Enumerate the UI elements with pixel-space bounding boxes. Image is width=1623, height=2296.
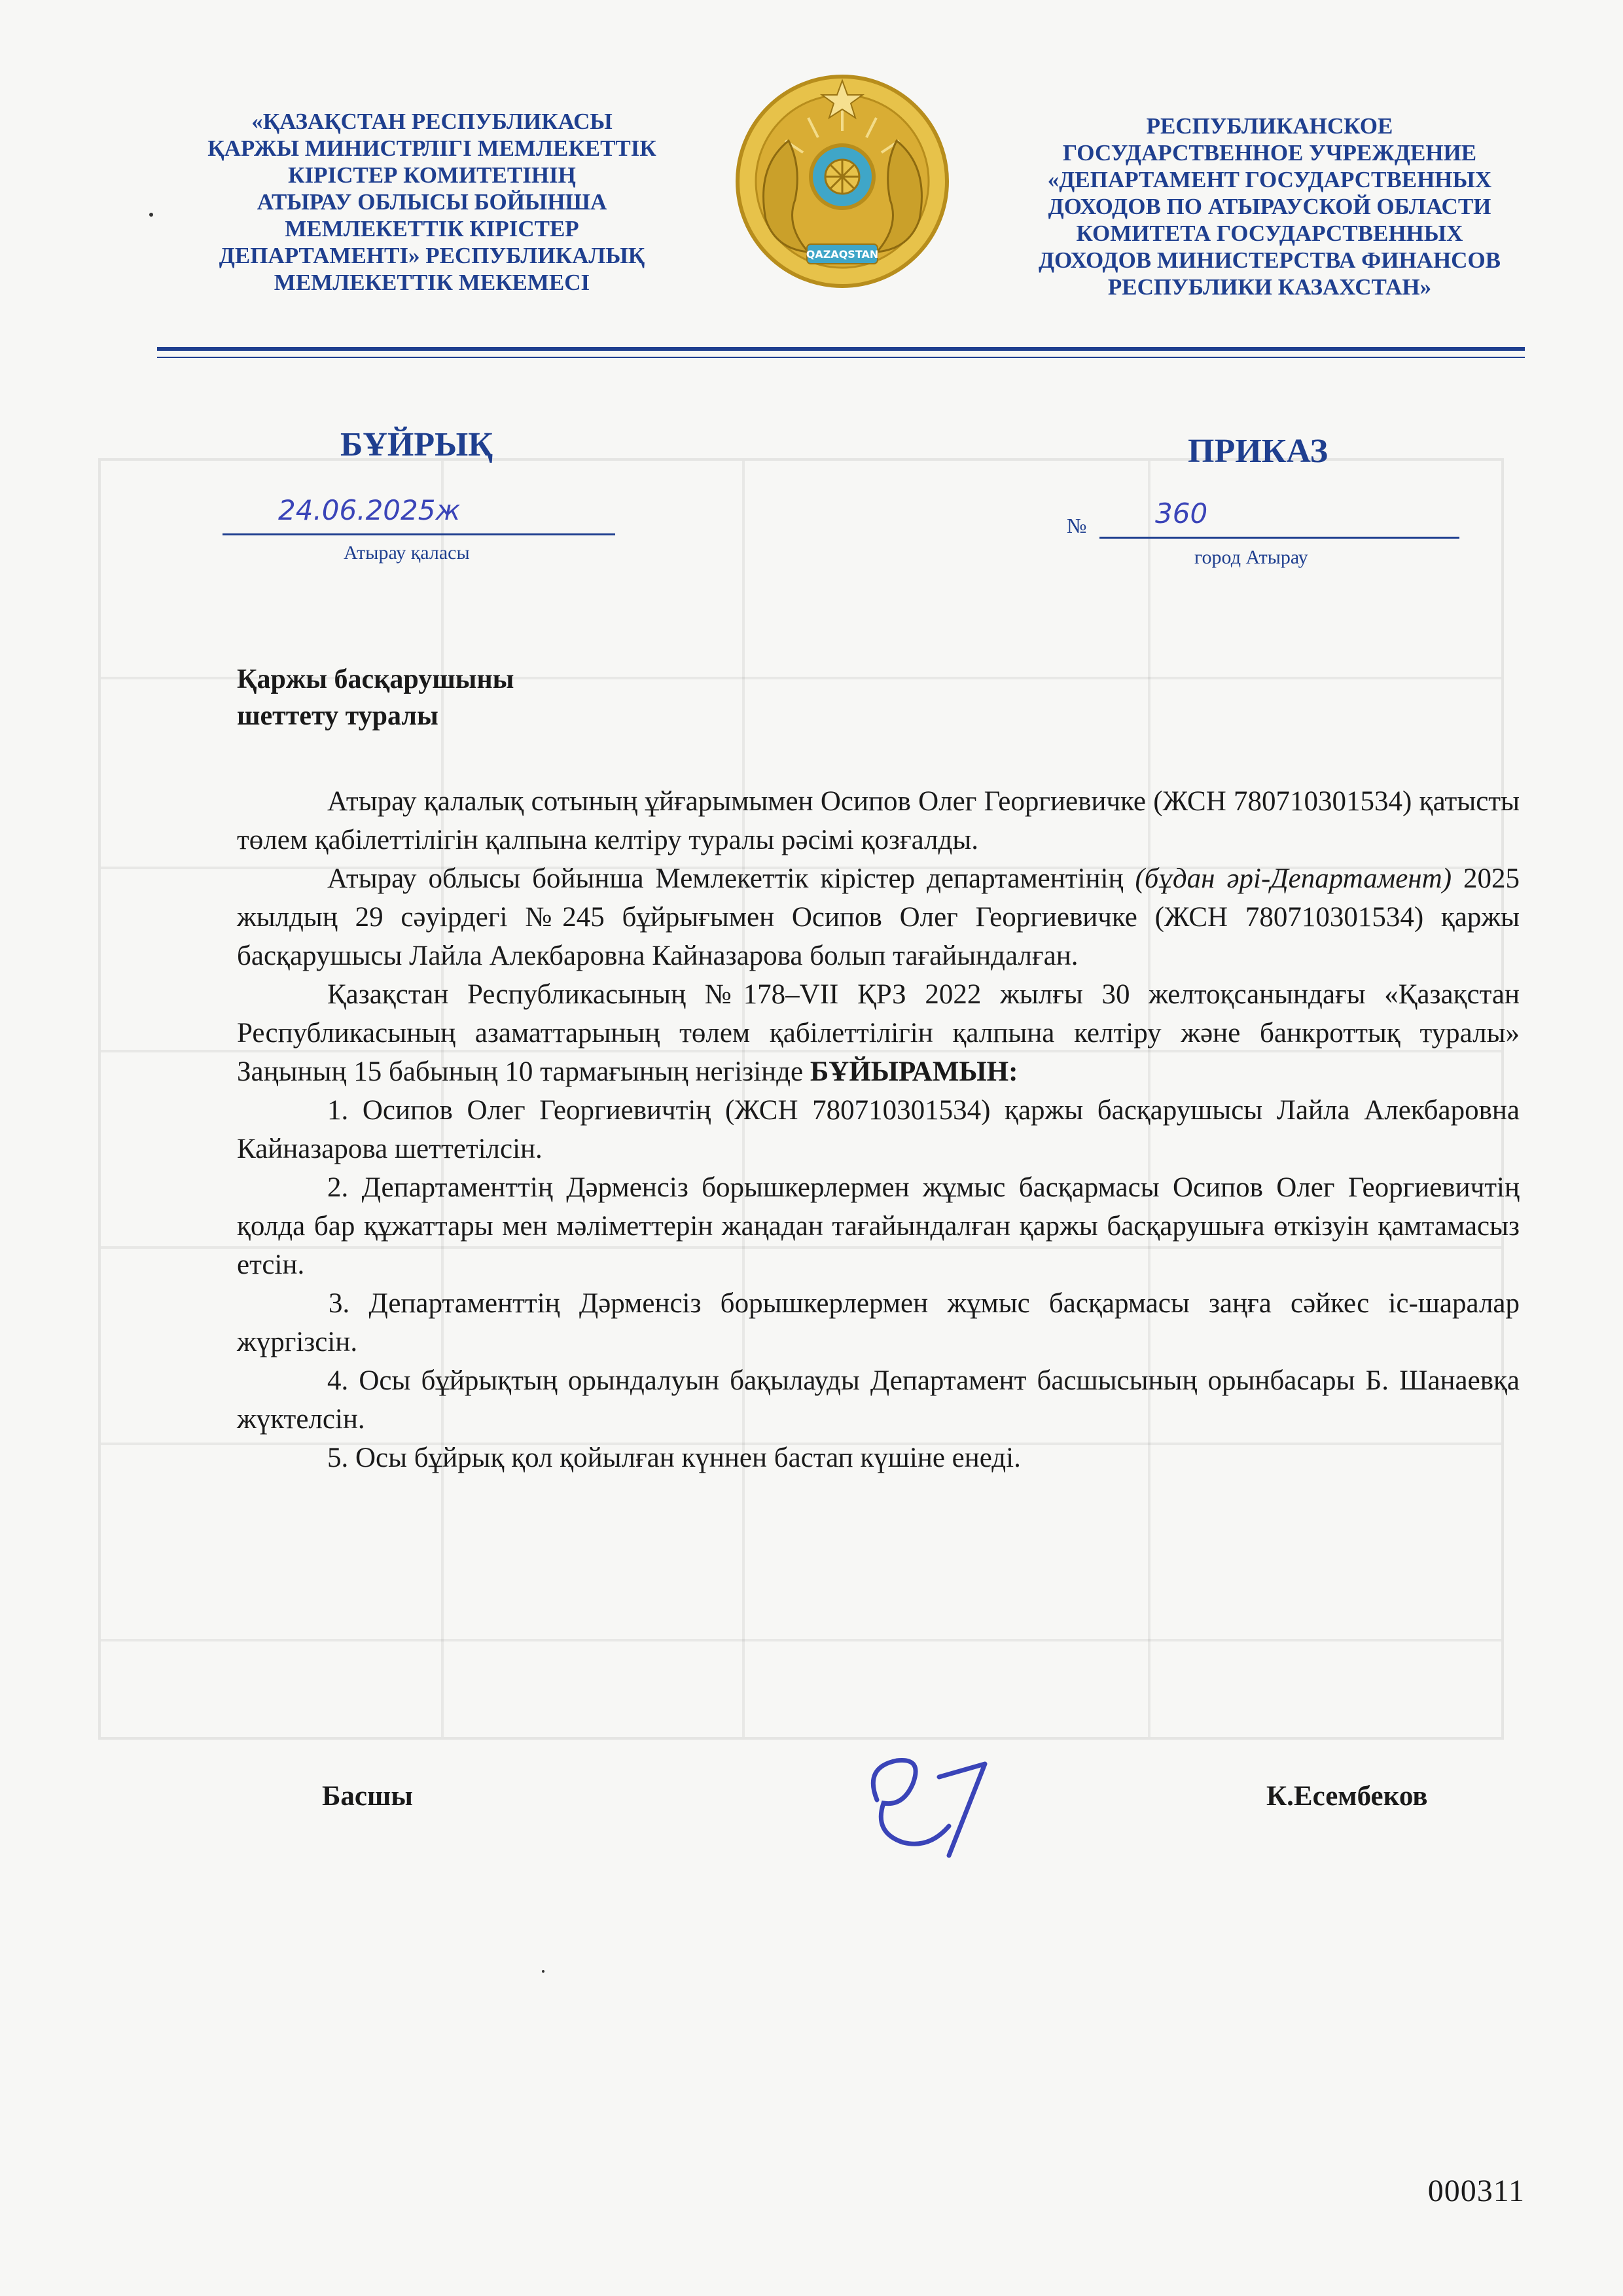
org-name-kz-line: КІРІСТЕР КОМИТЕТІНІҢ	[288, 162, 576, 188]
header-divider-thick	[157, 347, 1525, 351]
order-item-3: 3. Департаменттің Дәрменсіз борышкерлермен жұмыс басқармасы заңға сәйкес іс-шаралар жүргізсін.	[237, 1288, 1520, 1357]
order-item-2: 2. Департаменттің Дәрменсіз борышкерлермен жұмыс басқармасы Осипов Олег Георгиевичтің қолда бар құжаттары мен мәліметтерін жаңадан тағайындалған қаржы басқарушыға өткізуін қамтамасыз етсін.	[237, 1172, 1520, 1280]
org-name-ru	[982, 113, 1558, 300]
paragraph-2-start: Атырау облысы бойынша Мемлекеттік кірістер департаментінің	[327, 863, 1135, 894]
header-divider-thin	[157, 357, 1525, 358]
org-name-kz	[144, 108, 720, 296]
org-name-ru-line: ДОХОДОВ ПО АТЫРАУСКОЙ ОБЛАСТИ	[1048, 194, 1491, 219]
paragraph-2-end: 2025 жылдың 29 сәуірдегі №245 бұйрығымен Осипов Олег Георгиевичке (ЖСН 780710301534) қаржы басқарушысы Лайла Алекбаровна Кайназарова болып тағайындалған.	[237, 863, 1520, 971]
state-emblem	[730, 69, 955, 295]
doc-type-kz: БҰЙРЫҚ	[340, 426, 493, 463]
order-item-1: 1. Осипов Олег Георгиевичтің (ЖСН 780710301534) қаржы басқарушысы Лайла Алекбаровна Кайназарова шеттетілсін.	[237, 1095, 1520, 1164]
org-name-ru-line: «ДЕПАРТАМЕНТ ГОСУДАРСТВЕННЫХ	[1047, 167, 1492, 192]
org-name-kz-line: ҚАРЖЫ МИНИСТРЛІГІ МЕМЛЕКЕТТІК	[207, 135, 656, 161]
paragraph-3-text: Қазақстан Республикасының №178–VII ҚРЗ 2022 жылғы 30 желтоқсанындағы «Қазақстан Республикасының азаматтарының төлем қабілеттілігін қалпына келтіру және банкроттық туралы» Заңының 15 бабының 10 тармағының негізінде	[237, 979, 1520, 1087]
handwritten-date: 24.06.2025ж	[278, 494, 461, 526]
org-name-kz-line: МЕМЛЕКЕТТІК КІРІСТЕР	[285, 216, 579, 242]
handwritten-number: 360	[1155, 497, 1208, 529]
date-underline	[223, 533, 615, 535]
order-item-5: 5. Осы бұйрық қол қойылған күннен бастап күшіне енеді.	[327, 1443, 1021, 1473]
paragraph-1: Атырау қалалық сотының ұйғарымымен Осипов Олег Георгиевичке (ЖСН 780710301534) қатысты төлем қабілеттілігін қалпына келтіру туралы рәсімі қозғалды.	[237, 786, 1520, 855]
order-body	[237, 782, 1520, 1477]
signatory-title: Басшы	[322, 1781, 413, 1812]
number-sign: №	[1067, 514, 1087, 537]
org-name-kz-line: АТЫРАУ ОБЛЫСЫ БОЙЫНША	[257, 189, 607, 215]
org-name-ru-line: ГОСУДАРСТВЕННОЕ УЧРЕЖДЕНИЕ	[1062, 140, 1477, 166]
org-name-kz-line: «ҚАЗАҚСТАН РЕСПУБЛИКАСЫ	[251, 109, 613, 134]
org-name-kz-line: ДЕПАРТАМЕНТІ» РЕСПУБЛИКАЛЫҚ	[219, 243, 645, 268]
order-item-4: 4. Осы бұйрықтың орындалуын бақылауды Департамент басшысының орынбасары Б. Шанаевқа жүктелсін.	[237, 1365, 1520, 1435]
number-underline	[1099, 537, 1459, 539]
scan-speck	[542, 1970, 544, 1973]
scan-speck	[149, 213, 153, 217]
paragraph-3	[237, 975, 1520, 1091]
org-name-ru-line: ДОХОДОВ МИНИСТЕРСТВА ФИНАНСОВ	[1038, 247, 1501, 273]
org-name-kz-line: МЕМЛЕКЕТТІК МЕКЕМЕСІ	[274, 270, 590, 295]
org-name-ru-line: КОМИТЕТА ГОСУДАРСТВЕННЫХ	[1076, 221, 1463, 246]
signatory-name: К.Есембеков	[1266, 1781, 1428, 1812]
org-name-ru-line: РЕСПУБЛИКАНСКОЕ	[1146, 113, 1393, 139]
order-subject	[237, 661, 695, 734]
place-kz: Атырау қаласы	[344, 542, 470, 564]
form-registration-number: 000311	[1427, 2174, 1525, 2208]
order-keyword: БҰЙЫРАМЫН:	[810, 1056, 1018, 1087]
subject-line: Қаржы басқарушыны	[237, 664, 514, 694]
place-ru: город Атырау	[1194, 547, 1308, 568]
handwritten-signature	[851, 1728, 1086, 1859]
org-name-ru-line: РЕСПУБЛИКИ КАЗАХСТАН»	[1107, 274, 1432, 300]
doc-type-ru: ПРИКАЗ	[1188, 433, 1329, 470]
paragraph-2	[237, 859, 1520, 975]
emblem-ribbon-text: QAZAQSTAN	[806, 248, 879, 260]
paragraph-2-italic: (бұдан әрі-Департамент)	[1135, 863, 1452, 894]
subject-line: шеттету туралы	[237, 701, 438, 731]
